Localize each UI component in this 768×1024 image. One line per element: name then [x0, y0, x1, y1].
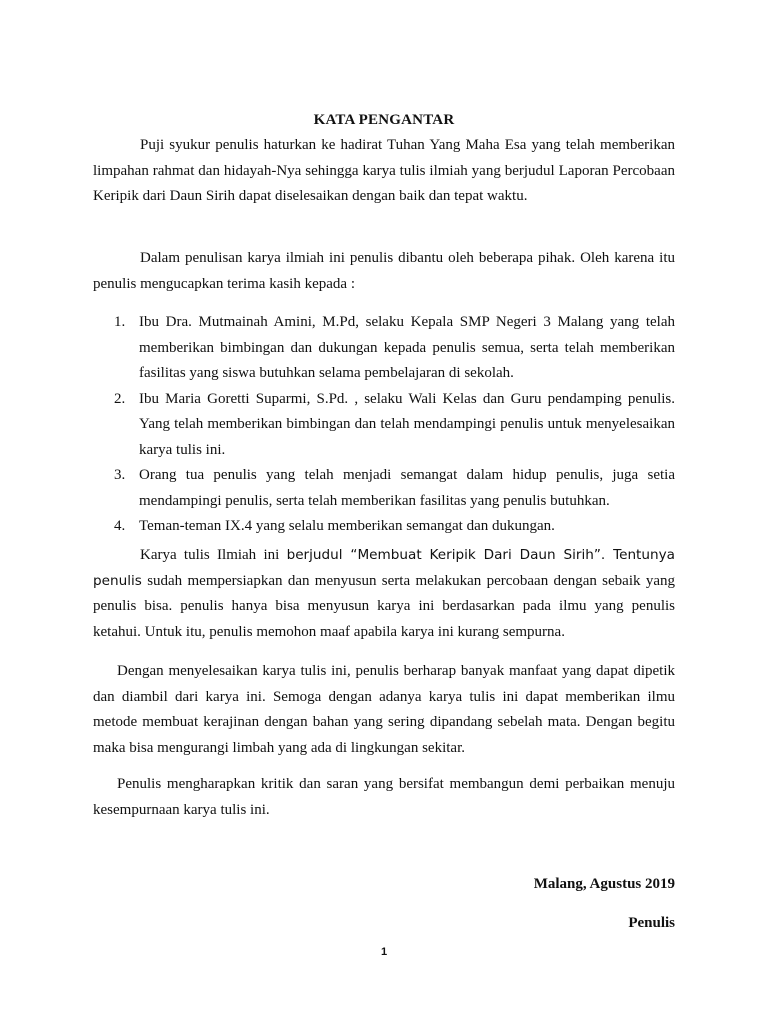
paragraph-thanks-intro: Dalam penulisan karya ilmiah ini penulis dibantu oleh beberapa pihak. Oleh karena itu penulis mengucapkan terima kasih kepada : [93, 250, 675, 292]
paragraph-critique: Penulis mengharapkan kritik dan saran yang bersifat membangun demi perbaikan menuju kesempurnaan karya tulis ini. [93, 776, 675, 818]
list-item-number: 4. [114, 518, 126, 534]
thanks-list [93, 310, 675, 540]
paragraph-title-statement-end: sudah mempersiapkan dan menyusun serta melakukan percobaan dengan sebaik yang penulis bisa. penulis hanya bisa menyusun karya ini berdasarkan pada ilmu yang penulis ketahui. Untuk itu, penulis memohon maaf apabila karya ini kurang sempurna. [93, 572, 675, 640]
document-title: KATA PENGANTAR [313, 112, 455, 128]
list-item-number: 3. [114, 467, 126, 483]
list-item [93, 310, 675, 387]
paragraph-title-statement-start: Karya tulis Ilmiah ini [140, 547, 287, 563]
paragraph-opening: Puji syukur penulis haturkan ke hadirat Tuhan Yang Maha Esa yang telah memberikan limpahan rahmat dan hidayah-Nya sehingga karya tulis ilmiah yang berjudul Laporan Percobaan Keripik dari Daun Sirih dapat diselesaikan dengan baik dan tepat waktu. [93, 137, 675, 204]
author-signature: Penulis [628, 915, 675, 931]
list-item-text: Orang tua penulis yang telah menjadi semangat dalam hidup penulis, juga setia mendampingi penulis, serta telah memberikan fasilitas yang penulis butuhkan. [139, 467, 675, 509]
list-item [93, 514, 675, 540]
paragraph-title-statement [93, 543, 675, 645]
list-item-text: Ibu Maria Goretti Suparmi, S.Pd. , selaku Wali Kelas dan Guru pendamping penulis. Yang telah memberikan bimbingan dan telah mendampingi penulis untuk menyelesaikan karya tulis ini. [139, 390, 675, 458]
page-number: 1 [380, 946, 388, 958]
document-page [93, 0, 675, 1024]
place-date: Malang, Agustus 2019 [533, 876, 675, 892]
list-item-number: 2. [114, 390, 126, 407]
list-item-number: 1. [114, 314, 126, 330]
list-item-text: Ibu Dra. Mutmainah Amini, M.Pd, selaku Kepala SMP Negeri 3 Malang yang telah memberikan bimbingan dan dukungan kepada penulis semua, serta telah memberikan fasilitas yang siswa butuhkan selama pembelajaran di sekolah. [139, 314, 675, 381]
list-item-text: Teman-teman IX.4 yang selalu memberikan semangat dan dukungan. [139, 518, 555, 534]
list-item [93, 463, 675, 514]
paragraph-hope: Dengan menyelesaikan karya tulis ini, penulis berharap banyak manfaat yang dapat dipetik dan diambil dari karya ini. Semoga dengan adanya karya tulis ini dapat memberikan ilmu metode membuat kerajinan dengan bahan yang sering dipandang sebelah mata. Dengan begitu maka bisa mengurangi limbah yang ada di lingkungan sekitar. [93, 663, 675, 756]
list-item [93, 387, 675, 464]
paragraph-title-statement-quote: berjudul “Membuat Keripik Dari Daun Sirih”. Tentunya penulis [93, 547, 675, 589]
